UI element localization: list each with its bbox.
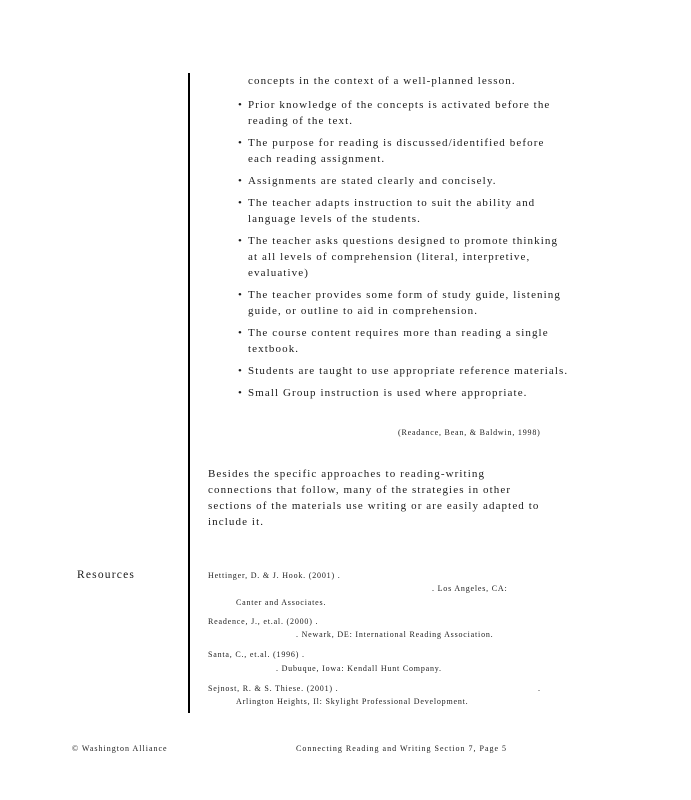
bullet-icon: • xyxy=(238,327,243,339)
list-item xyxy=(230,173,570,189)
bullet-icon: • xyxy=(238,365,243,377)
list-item-text: Students are taught to use appropriate reference materials. xyxy=(248,365,569,377)
footer-copyright: © Washington Alliance xyxy=(72,744,168,753)
reference-4-publisher: Arlington Heights, Il: Skylight Professional Development. xyxy=(236,697,469,706)
list-item xyxy=(230,97,570,129)
bullet-icon: • xyxy=(238,99,243,111)
bullet-icon: • xyxy=(238,137,243,149)
list-item-text: The teacher adapts instruction to suit the ability and language levels of the students. xyxy=(248,197,536,225)
vertical-rule xyxy=(188,73,190,713)
body-paragraph: Besides the specific approaches to reading-writing connections that follow, many of the strategies in other sections of the materials use writing or are easily adapted to include it. xyxy=(208,468,540,528)
list-item-text: The course content requires more than reading a single textbook. xyxy=(248,327,549,355)
bullet-icon: • xyxy=(238,235,243,247)
list-item xyxy=(230,135,570,167)
list-item xyxy=(230,233,570,281)
citation: (Readance, Bean, & Baldwin, 1998) xyxy=(398,428,541,437)
reference-2-publisher: . Newark, DE: International Reading Association. xyxy=(296,630,494,639)
bullet-icon: • xyxy=(238,387,243,399)
reference-4-author: Sejnost, R. & S. Thiese. (2001) . xyxy=(208,684,339,693)
list-item xyxy=(230,325,570,357)
list-item xyxy=(230,385,570,401)
list-item-text: The teacher asks questions designed to promote thinking at all levels of comprehension (literal, interpretive, evaluative) xyxy=(248,235,559,279)
list-item-text: The purpose for reading is discussed/identified before each reading assignment. xyxy=(248,137,545,165)
resources-heading: Resources xyxy=(77,569,136,581)
list-item-text: Prior knowledge of the concepts is activated before the reading of the text. xyxy=(248,99,551,127)
list-item-text: Small Group instruction is used where appropriate. xyxy=(248,387,528,399)
reference-3-publisher: . Dubuque, Iowa: Kendall Hunt Company. xyxy=(276,664,442,673)
reference-1-author: Hettinger, D. & J. Hook. (2001) . xyxy=(208,571,341,580)
continued-text: concepts in the context of a well-planned lesson. xyxy=(248,75,516,87)
reference-1-location: . Los Angeles, CA: xyxy=(432,584,508,593)
checklist xyxy=(230,97,570,407)
reference-3-author: Santa, C., et.al. (1996) . xyxy=(208,650,305,659)
reference-4-title-end: . xyxy=(538,684,541,693)
list-item-text: Assignments are stated clearly and concisely. xyxy=(248,175,497,187)
bullet-icon: • xyxy=(238,175,243,187)
list-item xyxy=(230,363,570,379)
footer-page-info: Connecting Reading and Writing Section 7, Page 5 xyxy=(296,744,508,753)
list-item xyxy=(230,195,570,227)
bullet-icon: • xyxy=(238,197,243,209)
reference-2-author: Readence, J., et.al. (2000) . xyxy=(208,617,319,626)
list-item xyxy=(230,287,570,319)
reference-1-publisher: Canter and Associates. xyxy=(236,598,327,607)
bullet-icon: • xyxy=(238,289,243,301)
list-item-text: The teacher provides some form of study guide, listening guide, or outline to aid in comprehension. xyxy=(248,289,562,317)
